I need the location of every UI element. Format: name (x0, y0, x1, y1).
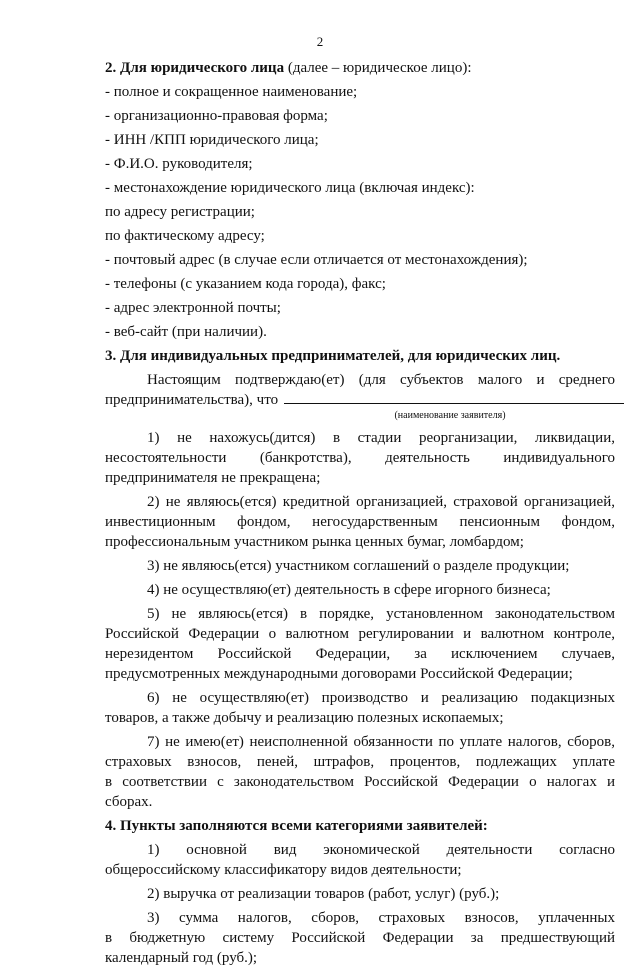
list-item: - телефоны (с указанием кода города), факс; (105, 276, 386, 292)
paragraph-line: сборах. (105, 794, 153, 810)
paragraph-line: календарный год (руб.); (105, 950, 258, 966)
list-sub-item: по фактическому адресу; (105, 228, 265, 244)
list-item: - веб-сайт (при наличии). (105, 324, 267, 340)
section4-heading: 4. Пункты заполняются всеми категориями заявителей: (105, 818, 488, 834)
paragraph-line: нерезидентом Российской Федерации, за исключением случаев, (105, 646, 615, 662)
paragraph-line: страховых взносов, пеней, штрафов, процентов, подлежащих уплате (105, 754, 615, 770)
list-item: - адрес электронной почты; (105, 300, 281, 316)
paragraph-line: общероссийскому классификатору видов деятельности; (105, 862, 462, 878)
paragraph-line: 1) не нахожусь(дится) в стадии реорганизации, ликвидации, (147, 430, 615, 446)
paragraph-line: 3) сумма налогов, сборов, страховых взносов, уплаченных (147, 910, 615, 926)
list-item: - местонахождение юридического лица (включая индекс): (105, 180, 475, 196)
numbered-paragraph (105, 428, 615, 488)
numbered-paragraph (105, 604, 615, 684)
paragraph-line: в бюджетную систему Российской Федерации за предшествующий (105, 930, 615, 946)
numbered-paragraph (105, 884, 615, 904)
section4-points (105, 840, 615, 968)
numbered-paragraph (105, 688, 615, 728)
document-body (105, 58, 615, 972)
paragraph-line: профессиональным участником рынка ценных бумаг, ломбардом; (105, 534, 524, 550)
paragraph-line: товаров, а также добычу и реализацию полезных ископаемых; (105, 710, 504, 726)
paragraph-line: предусмотренных международными договорами Российской Федерации; (105, 666, 573, 682)
applicant-name-blank (284, 391, 624, 404)
page-number: 2 (316, 34, 324, 49)
paragraph-line: 1) основной вид экономической деятельности согласно (147, 842, 615, 858)
paragraph-line: предпринимателя не прекращена; (105, 470, 321, 486)
paragraph-line: 6) не осуществляю(ет) производство и реализацию подакцизных (147, 690, 615, 706)
section3-heading: 3. Для индивидуальных предпринимателей, для юридических лиц. (105, 348, 561, 364)
confirm-line-1: Настоящим подтверждаю(ет) (для субъектов малого и среднего (147, 372, 615, 388)
numbered-paragraph (105, 580, 615, 600)
list-sub-item: по адресу регистрации; (105, 204, 255, 220)
numbered-paragraph (105, 908, 615, 968)
confirm-line-2 (105, 390, 615, 410)
paragraph-line: 7) не имею(ет) неисполненной обязанности по уплате налогов, сборов, (147, 734, 615, 750)
list-item: - ИНН /КПП юридического лица; (105, 132, 319, 148)
applicant-name-caption: (наименование заявителя) (394, 410, 506, 421)
list-item: - организационно-правовая форма; (105, 108, 328, 124)
section2-title-bold: 2. Для юридического лица (105, 60, 285, 76)
numbered-paragraph (105, 556, 615, 576)
paragraph-line: 2) выручка от реализации товаров (работ, услуг) (руб.); (147, 886, 500, 902)
numbered-paragraph (105, 840, 615, 880)
paragraph-line: в соответствии с законодательством Российской Федерации о налогах и (105, 774, 615, 790)
list-item: - почтовый адрес (в случае если отличается от местонахождения); (105, 252, 528, 268)
numbered-paragraph (105, 732, 615, 812)
paragraph-line: 4) не осуществляю(ет) деятельность в сфере игорного бизнеса; (147, 582, 551, 598)
section3-points (105, 428, 615, 812)
numbered-paragraph (105, 492, 615, 552)
section2-title-rest: (далее – юридическое лицо): (284, 60, 472, 76)
paragraph-line: несостоятельности (банкротства), деятельность индивидуального (105, 450, 615, 466)
paragraph-line: 5) не являюсь(ется) в порядке, установленном законодательством (147, 606, 615, 622)
confirm-line-2-text: предпринимательства), что (105, 392, 279, 408)
paragraph-line: Российской Федерации о валютном регулировании и валютном контроле, (105, 626, 615, 642)
list-item: - полное и сокращенное наименование; (105, 84, 358, 100)
list-item: - Ф.И.О. руководителя; (105, 156, 253, 172)
paragraph-line: 2) не являюсь(ется) кредитной организацией, страховой организацией, (147, 494, 615, 510)
paragraph-line: 3) не являюсь(ется) участником соглашений о разделе продукции; (147, 558, 570, 574)
section2-heading (105, 58, 615, 78)
paragraph-line: инвестиционным фондом, негосударственным пенсионным фондом, (105, 514, 615, 530)
